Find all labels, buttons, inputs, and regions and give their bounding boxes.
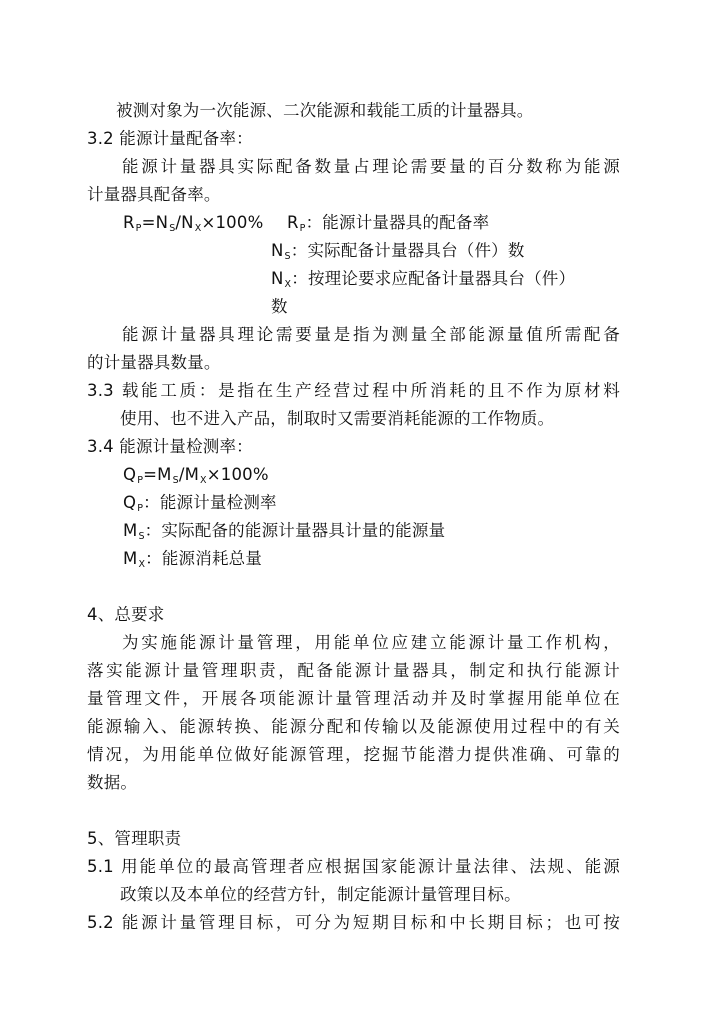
paragraph-line: 为实施能源计量管理，用能单位应建立能源计量工作机构， [122, 633, 620, 652]
paragraph-line: 能源计量器具实际配备数量占理论需要量的百分数称为能源 [122, 157, 620, 176]
formula-part: =M [143, 465, 172, 484]
formula-subscript: P [135, 223, 142, 234]
formula-definition [287, 209, 489, 237]
formula-subscript: X [138, 559, 146, 570]
formula-symbol: Q [123, 493, 137, 512]
definition-text: ：能源消耗总量 [145, 549, 263, 568]
formula-part: /N [175, 213, 194, 232]
formula-part: ×100% [201, 213, 264, 232]
section-heading-4: 4、总要求 [87, 605, 165, 624]
paragraph-line: 落实能源计量管理职责，配备能源计量器具，制定和执行能源计 [87, 661, 620, 680]
formula-symbol: R [287, 213, 299, 232]
section-heading-3-3: 3.3 载能工质：是指在生产经营过程中所消耗的且不作为原材料 [87, 381, 620, 400]
formula-part: =N [141, 213, 169, 232]
formula-subscript: X [200, 475, 207, 486]
definition-wrap: 数 [271, 297, 288, 316]
formula-subscript: P [299, 223, 306, 234]
formula-symbol: M [123, 549, 138, 568]
section-heading-5-1: 5.1 用能单位的最高管理者应根据国家能源计量法律、法规、能源 [87, 857, 620, 876]
formula-equipment-rate [123, 209, 263, 237]
paragraph-line: 政策以及本单位的经营方针，制定能源计量管理目标。 [120, 885, 521, 904]
formula-symbol: Q [123, 465, 137, 484]
definition-text: ：能源计量器具的配备率 [305, 213, 490, 232]
formula-subscript: X [284, 279, 292, 290]
paragraph-line: 计量器具配备率。 [87, 185, 221, 204]
formula-detection-rate [123, 461, 269, 489]
formula-subscript: P [137, 503, 144, 514]
formula-subscript: S [172, 475, 179, 486]
section-heading-3-2: 3.2 能源计量配备率： [87, 129, 253, 148]
formula-definition [271, 237, 525, 265]
paragraph-line: 情况，为用能单位做好能源管理，挖掘节能潜力提供准确、可靠的 [87, 745, 620, 764]
definition-text: ：能源计量检测率 [143, 493, 277, 512]
formula-symbol: N [271, 241, 284, 260]
formula-definition [123, 517, 445, 545]
definition-text: ：实际配备的能源计量器具计量的能源量 [144, 521, 446, 540]
paragraph-line: 的计量器具数量。 [87, 353, 221, 372]
formula-subscript: S [169, 223, 176, 234]
paragraph-line: 量管理文件，开展各项能源计量管理活动并及时掌握用能单位在 [87, 689, 620, 708]
formula-symbol: N [271, 269, 284, 288]
formula-subscript: X [194, 223, 202, 234]
paragraph-line: 使用、也不进入产品，制取时又需要消耗能源的工作物质。 [120, 409, 555, 428]
formula-definition [123, 545, 262, 573]
paragraph-line: 能源输入、能源转换、能源分配和传输以及能源使用过程中的有关 [87, 717, 620, 736]
formula-subscript: S [284, 251, 291, 262]
paragraph-line: 能源计量器具理论需要量是指为测量全部能源量值所需配备 [122, 325, 620, 344]
definition-text: ：实际配备计量器具台（件）数 [290, 241, 525, 260]
definition-text: ：按理论要求应配备计量器具台（件） [291, 269, 576, 288]
formula-subscript: P [137, 475, 144, 486]
section-heading-5: 5、管理职责 [87, 829, 182, 848]
formula-definition [123, 489, 277, 517]
formula-symbol: R [123, 213, 135, 232]
formula-part: /M [178, 465, 200, 484]
formula-part: ×100% [206, 465, 269, 484]
paragraph-line: 被测对象为一次能源、二次能源和载能工质的计量器具。 [116, 101, 534, 120]
formula-symbol: M [123, 521, 138, 540]
formula-subscript: S [138, 531, 145, 542]
section-heading-3-4: 3.4 能源计量检测率： [87, 437, 253, 456]
section-heading-5-2: 5.2 能源计量管理目标，可分为短期目标和中长期目标；也可按 [87, 913, 620, 932]
paragraph-line: 数据。 [87, 773, 138, 792]
formula-definition [271, 265, 575, 293]
